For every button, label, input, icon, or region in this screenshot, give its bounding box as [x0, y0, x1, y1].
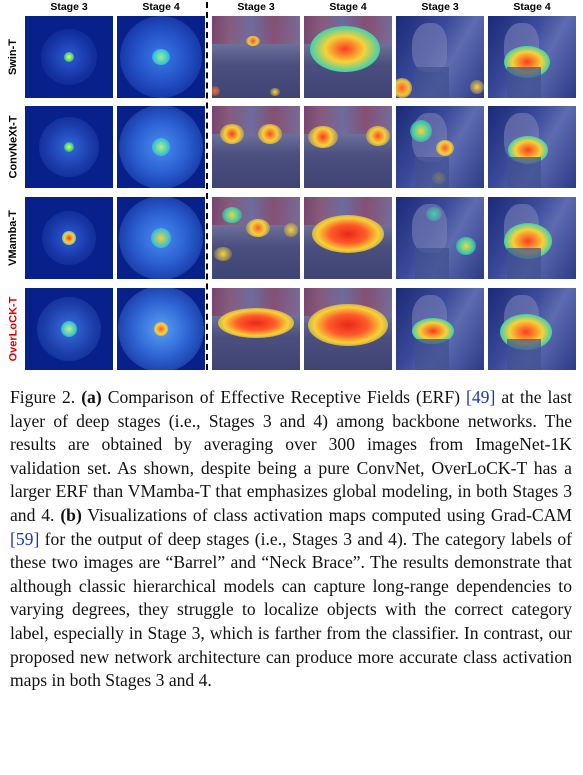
erf-swin-stage3 — [25, 16, 113, 98]
erf-convnext-stage3 — [25, 106, 113, 188]
gradcam-barrel-vmamba-stage3 — [212, 197, 300, 279]
part-b-label: (b) — [60, 504, 82, 525]
column-header-erf-stage4: Stage 4 — [142, 1, 180, 13]
figure-caption: Figure 2. (a) Comparison of Effective Receptive Fields (ERF) [49] at the last layer of deep stages (i.e., Stages 3 and 4) among backbone networks. The results are obtained by averaging over 300 images from ImageNet-1K validation set. As shown, despite being a pure ConvNet, OverLoCK-T has a larger ERF than VMamba-T that emphasizes global modeling, in both Stages 3 and 4. (b) Visualizations of class activation maps computed using Grad-CAM [59] for the output of deep stages (i.e., Stages 3 and 4). The category labels of these two images are “Barrel” and “Neck Brace”. The results demonstrate that although classic hierarchical models can capture long-range dependencies to varying degrees, they struggle to localize objects with the correct category label, especially in Stage 3, which is farther from the classifier. In contrast, our proposed new network architecture can produce more accurate class activation maps in both Stages 3 and 4. — [10, 387, 572, 691]
erf-overlock-stage4 — [117, 288, 205, 370]
gradcam-barrel-convnext-stage3 — [212, 106, 300, 188]
column-header-barrel-stage3: Stage 3 — [237, 1, 275, 13]
erf-swin-stage4 — [117, 16, 205, 98]
column-header-barrel-stage4: Stage 4 — [329, 1, 367, 13]
row-label-overlock: OverLoCK-T — [7, 296, 19, 362]
gradcam-barrel-convnext-stage4 — [304, 106, 392, 188]
row-label-swin: Swin-T — [7, 38, 19, 76]
erf-vmamba-stage4 — [117, 197, 205, 279]
part-a-label: (a) — [81, 387, 102, 407]
column-header-neck-stage3: Stage 3 — [421, 1, 459, 13]
dashed-divider — [206, 2, 208, 370]
gradcam-neck-vmamba-stage3 — [396, 197, 484, 279]
column-header-neck-stage4: Stage 4 — [513, 1, 551, 13]
gradcam-neck-swin-stage4 — [488, 16, 576, 98]
citation-link[interactable]: [49] — [466, 387, 496, 407]
gradcam-neck-convnext-stage4 — [488, 106, 576, 188]
row-label-convnext: ConvNeXt-T — [7, 115, 20, 179]
row-label-vmamba: VMamba-T — [7, 210, 19, 266]
gradcam-barrel-vmamba-stage4 — [304, 197, 392, 279]
gradcam-neck-overlock-stage4 — [488, 288, 576, 370]
gradcam-neck-vmamba-stage4 — [488, 197, 576, 279]
erf-convnext-stage4 — [117, 106, 205, 188]
erf-overlock-stage3 — [25, 288, 113, 370]
gradcam-barrel-swin-stage4 — [304, 16, 392, 98]
erf-vmamba-stage3 — [25, 197, 113, 279]
gradcam-barrel-swin-stage3 — [212, 16, 300, 98]
gradcam-barrel-overlock-stage4 — [304, 288, 392, 370]
gradcam-neck-overlock-stage3 — [396, 288, 484, 370]
gradcam-neck-convnext-stage3 — [396, 106, 484, 188]
citation-link[interactable]: [59] — [10, 528, 40, 549]
figure-2 — [0, 0, 583, 372]
gradcam-neck-swin-stage3 — [396, 16, 484, 98]
gradcam-barrel-overlock-stage3 — [212, 288, 300, 370]
column-header-erf-stage3: Stage 3 — [50, 1, 88, 13]
figure-label: Figure 2. — [10, 387, 76, 407]
